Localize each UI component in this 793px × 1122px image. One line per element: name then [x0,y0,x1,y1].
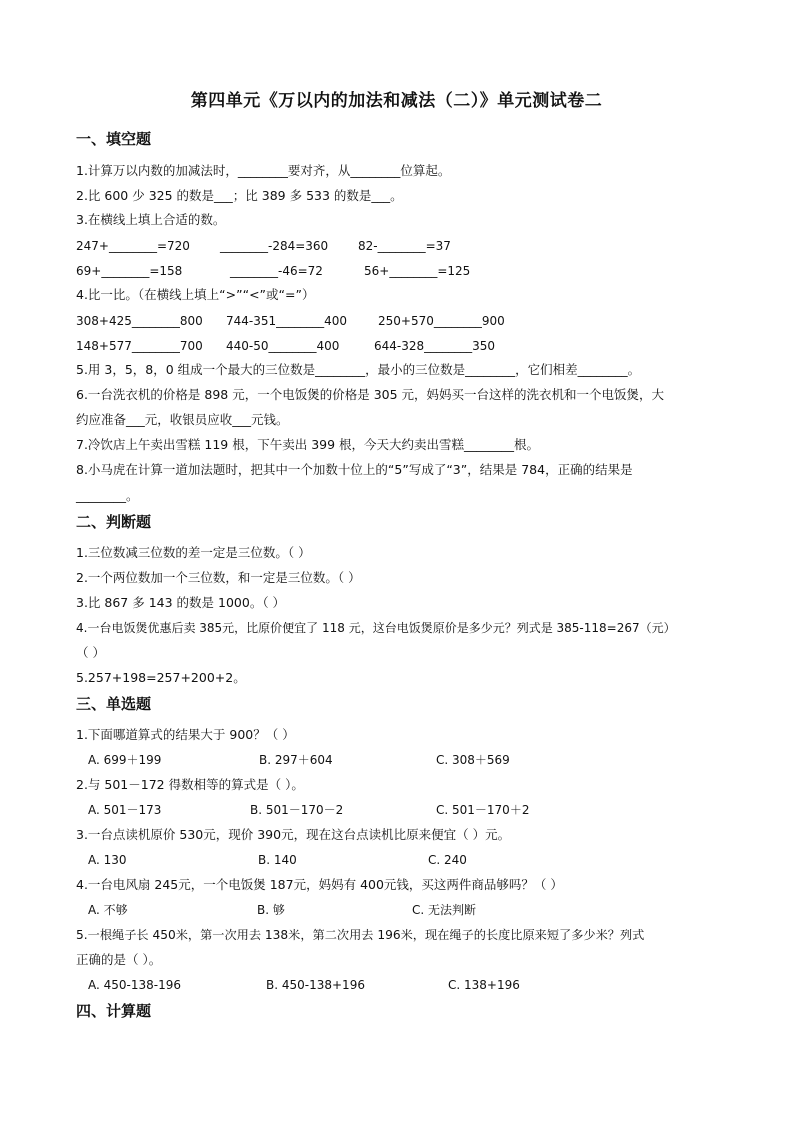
judge-question-2: 2.一个两位数加一个三位数，和一定是三位数。（ ） [76,570,361,585]
choice-question-3: 3.一台点读机原价 530元，现价 390元，现在这台点读机比原来便宜（ ）元。 [76,827,511,842]
fill-question-7: 7.冷饮店上午卖出雪糕 119 根，下午卖出 399 根，今天大约卖出雪糕________根。 [76,437,540,452]
comparison: 250+570________900 [378,314,505,328]
judge-question-4-cont: （ ） [76,645,105,660]
equation: 69+________=158 [76,264,183,278]
choice-option: A. 不够 [88,903,128,917]
fill-question-2: 2.比 600 少 325 的数是___；比 389 多 533 的数是___。 [76,188,403,203]
choice-option: B. 140 [258,853,297,867]
choice-option: A. 501－173 [88,803,162,817]
section-calculation: 四、计算题 [76,1002,152,1020]
choice-question-5-cont: 正确的是（ ）。 [76,952,162,967]
fill-q3-row-1 [76,238,676,254]
section-fill-in: 一、填空题 [76,130,152,148]
equation: ________-284=360 [220,239,329,253]
fill-q3-row-2 [76,263,676,279]
fill-question-6: 6.一台洗衣机的价格是 898 元，一个电饭煲的价格是 305 元，妈妈买一台这样的洗衣机和一个电饭煲，大 [76,387,665,402]
section-multiple-choice: 三、单选题 [76,695,152,713]
comparison: 148+577________700 [76,339,203,353]
equation: 82-________=37 [358,239,451,253]
choice-option: C. 无法判断 [412,903,477,917]
choice-option: B. 297＋604 [259,753,333,767]
section-true-false: 二、判断题 [76,513,152,531]
fill-question-1: 1.计算万以内数的加减法时，________要对齐，从________位算起。 [76,163,451,178]
judge-question-1: 1.三位数减三位数的差一定是三位数。（ ） [76,545,311,560]
fill-q4-row-1 [76,313,676,329]
fill-question-8: 8.小马虎在计算一道加法题时，把其中一个加数十位上的“5”写成了“3”，结果是 784，正确的结果是 [76,462,633,477]
equation: 247+________=720 [76,239,190,253]
equation: ________-46=72 [230,264,323,278]
fill-question-6-cont: 约应准备___元，收银员应收___元钱。 [76,412,289,427]
choice-option: C. 240 [428,853,467,867]
choice-option: C. 308＋569 [436,753,510,767]
choice-option: A. 450-138-196 [88,978,181,992]
choice-option: C. 501－170＋2 [436,803,530,817]
choice-option: B. 够 [257,903,285,917]
comparison: 440-50________400 [226,339,340,353]
judge-question-3: 3.比 867 多 143 的数是 1000。（ ） [76,595,286,610]
choice-question-5: 5.一根绳子长 450米，第一次用去 138米，第二次用去 196米，现在绳子的长度比原来短了多少米？列式 [76,928,645,942]
choice-option: B. 501－170－2 [250,803,344,817]
fill-question-8-cont: ________。 [76,488,139,503]
choice-question-4: 4.一台电风扇 245元，一个电饭煲 187元，妈妈有 400元钱，买这两件商品够吗？（ ） [76,877,563,892]
judge-question-4: 4.一台电饭煲优惠后卖 385元，比原价便宜了 118 元，这台电饭煲原价是多少元？列式是 385-118=267（元） [76,621,676,635]
choice-option: A. 699＋199 [88,753,162,767]
comparison: 644-328________350 [374,339,496,353]
choice-question-1: 1.下面哪道算式的结果大于 900？（ ） [76,727,295,742]
fill-question-3: 3.在横线上填上合适的数。 [76,212,226,227]
judge-question-5: 5.257+198=257+200+2。 [76,670,246,685]
equation: 56+________=125 [364,264,471,278]
comparison: 744-351________400 [226,314,348,328]
fill-question-5: 5.用 3，5，8，0 组成一个最大的三位数是________，最小的三位数是________，它们相差________。 [76,362,641,377]
comparison: 308+425________800 [76,314,203,328]
choice-option: C. 138+196 [448,978,520,992]
choice-question-2: 2.与 501－172 得数相等的算式是（ ）。 [76,777,304,792]
page-title: 第四单元《万以内的加法和减法（二）》单元测试卷二 [190,91,603,111]
fill-q4-row-2 [76,338,676,354]
choice-option: B. 450-138+196 [266,978,365,992]
fill-question-4: 4.比一比。（在横线上填上“>”“<”或“=”） [76,287,315,302]
choice-option: A. 130 [88,853,127,867]
